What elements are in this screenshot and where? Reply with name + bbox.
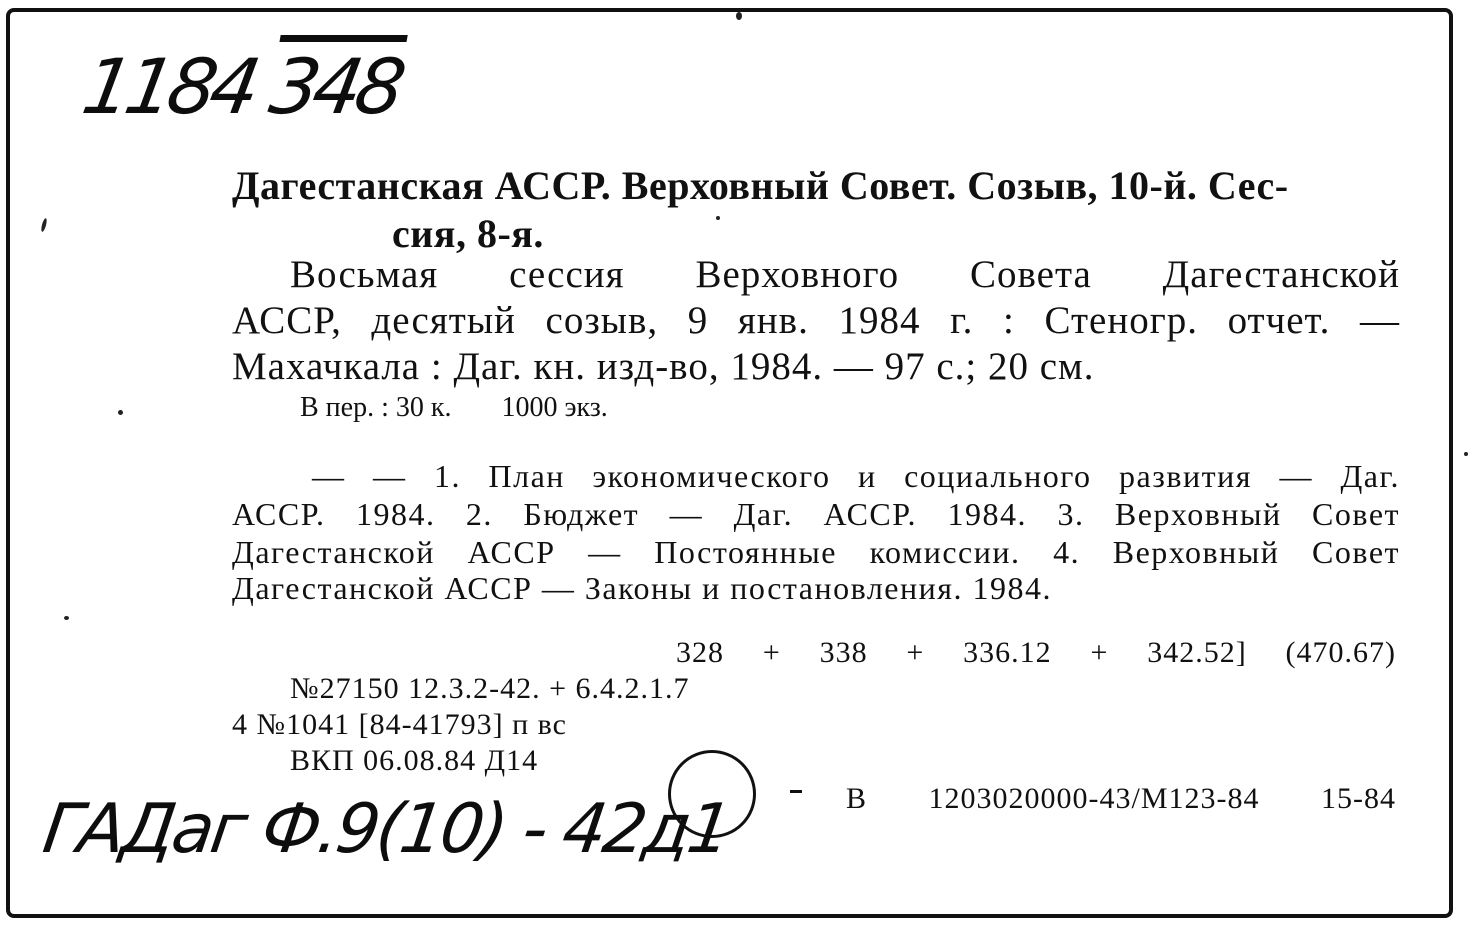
classification-codes: 328 + 338 + 336.12 + 342.52] (470.67) [676, 636, 1396, 669]
handwritten-number: 1184 [76, 42, 262, 131]
handwritten-call-number [76, 42, 406, 131]
publisher-code-line: В 1203020000-43/М123-84 15-84 [846, 782, 1396, 815]
binding-price: В пер. : 30 к. [300, 392, 452, 423]
subject-line-4: Дагестанской АССР — Законы и постановления. 1984. [232, 570, 1052, 606]
handwritten-archive-code: ГАДаг Ф.9(10) - 42д1 [38, 790, 734, 869]
heading-line-1: Дагестанская АССР. Верховный Совет. Созыв, 10-й. Сес- [232, 163, 1289, 208]
title-line-1: Восьмая сессия Верховного Совета Дагестанской [290, 253, 1400, 296]
ink-speck [716, 216, 720, 220]
title-line-2: АССР, десятый созыв, 9 янв. 1984 г. : Стеногр. отчет. — [232, 299, 1400, 342]
subject-line-3: Дагестанской АССР — Постоянные комиссии. 4. Верховный Совет [232, 534, 1400, 570]
subject-line-1: — — 1. План экономического и социального развития — Даг. [312, 458, 1400, 494]
handwritten-overlined-number: 348 [263, 42, 407, 131]
heading-line-2: сия, 8-я. [392, 211, 544, 256]
ink-speck [736, 12, 742, 20]
ink-speck [64, 616, 69, 620]
vkp-line: ВКП 06.08.84 Д14 [290, 744, 539, 777]
card-number-line: №27150 12.3.2-42. + 6.4.2.1.7 [290, 672, 690, 705]
copies-count: 1000 экз. [501, 392, 608, 423]
subject-line-2: АССР. 1984. 2. Бюджет — Даг. АССР. 1984. 3. Верховный Совет [232, 496, 1400, 532]
ink-speck [118, 410, 123, 415]
ink-speck [1464, 452, 1468, 456]
price-line [300, 392, 608, 424]
order-number-line: 4 №1041 [84-41793] п вс [232, 708, 567, 741]
dash-mark [790, 790, 802, 793]
title-line-3: Махачкала : Даг. кн. изд-во, 1984. — 97 с.; 20 см. [232, 345, 1095, 388]
